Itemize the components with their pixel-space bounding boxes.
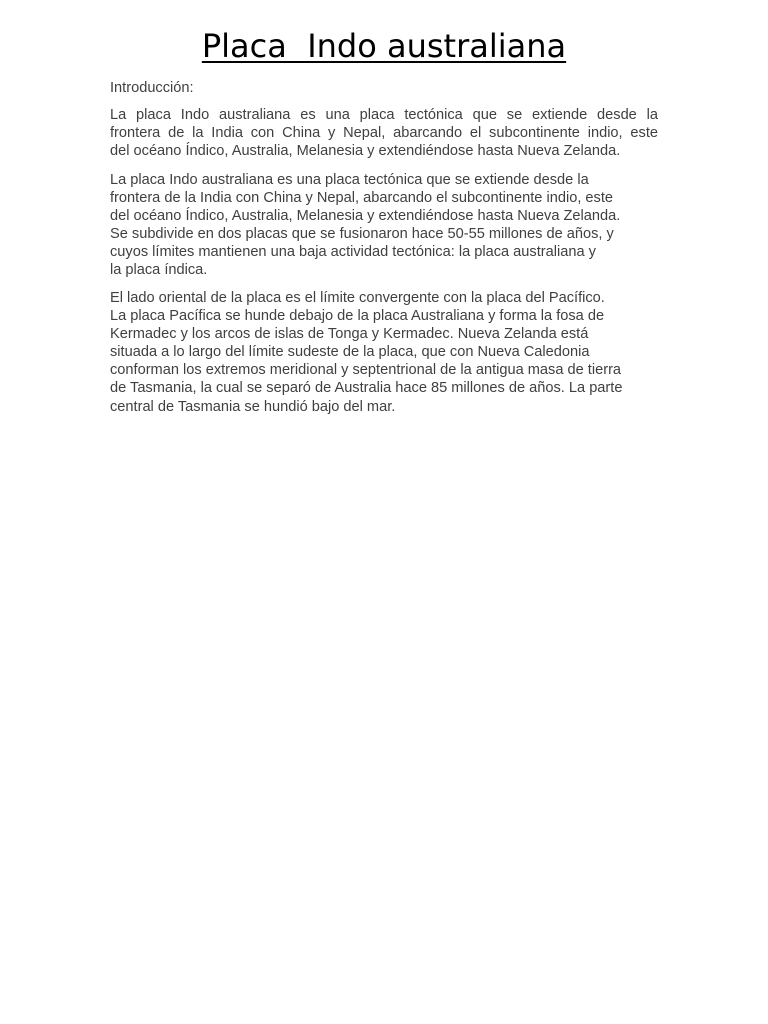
paragraph-line: Se subdivide en dos placas que se fusionaron hace 50-55 millones de años, y [110, 226, 614, 243]
paragraph-line: La placa Pacífica se hunde debajo de la placa Australiana y forma la fosa de [110, 308, 605, 325]
paragraph-2 [110, 171, 658, 280]
paragraph-line: del océano Índico, Australia, Melanesia y extendiéndose hasta Nueva Zelanda. [110, 208, 621, 225]
paragraph-line: la placa índica. [110, 262, 208, 279]
paragraph-line: situada a lo largo del límite sudeste de la placa, que con Nueva Caledonia [110, 344, 590, 361]
intro-label [110, 79, 658, 97]
paragraph-line: central de Tasmania se hundió bajo del mar. [110, 398, 396, 415]
paragraph-1 [110, 106, 658, 160]
paragraph-line: conforman los extremos meridional y septentrional de la antigua masa de tierra [110, 362, 622, 379]
document-title: Placa Indo australiana [201, 27, 567, 65]
intro-label-text: Introducción: [110, 80, 194, 96]
paragraph-line: cuyos límites mantienen una baja actividad tectónica: la placa australiana y [110, 244, 596, 261]
paragraph-line: La placa Indo australiana es una placa tectónica que se extiende desde la [110, 107, 658, 123]
paragraph-line: La placa Indo australiana es una placa tectónica que se extiende desde la [110, 172, 589, 188]
paragraph-line: Kermadec y los arcos de islas de Tonga y Kermadec. Nueva Zelanda está [110, 326, 589, 343]
paragraph-line: frontera de la India con China y Nepal, abarcando el subcontinente indio, este [110, 190, 614, 207]
paragraph-3 [110, 289, 658, 416]
paragraph-line: de Tasmania, la cual se separó de Australia hace 85 millones de años. La parte [110, 380, 623, 397]
paragraph-line: frontera de la India con China y Nepal, abarcando el subcontinente indio, este [110, 125, 658, 142]
paragraph-line: El lado oriental de la placa es el límite convergente con la placa del Pacífico. [110, 290, 605, 306]
paragraph-line: del océano Índico, Australia, Melanesia y extendiéndose hasta Nueva Zelanda. [110, 143, 621, 160]
